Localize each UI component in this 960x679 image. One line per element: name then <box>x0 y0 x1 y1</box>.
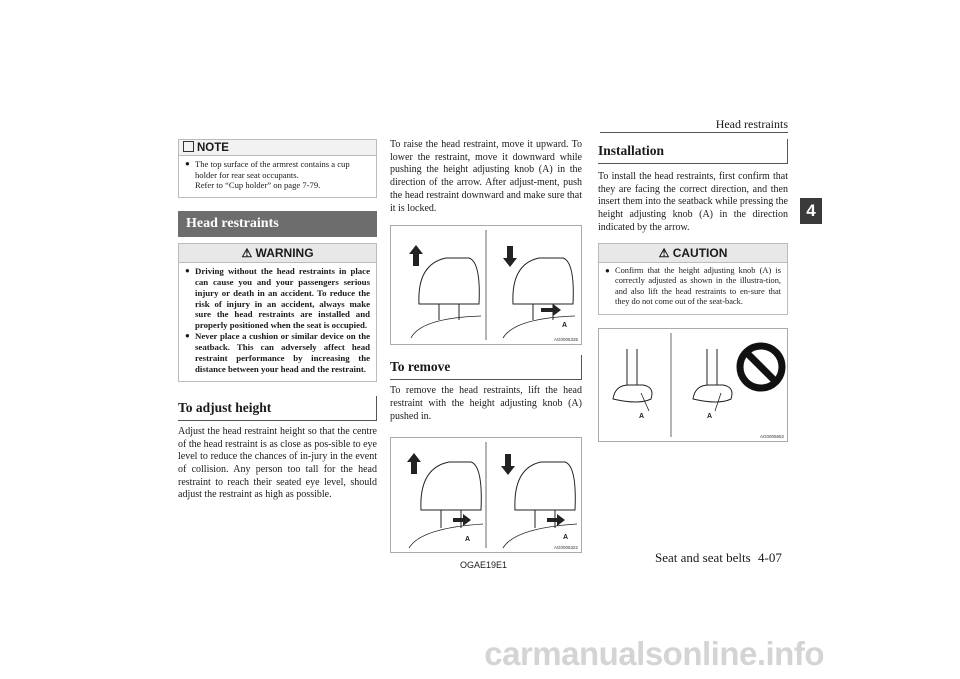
column-2 <box>390 139 582 553</box>
figure-installation <box>598 328 788 442</box>
paragraph-raise-lower: To raise the head restraint, move it upward. To lower the restraint, move it downward while pushing the height adjusting knob (A) in the direction of the arrow. After adjust-ment, push the head restraint downward and make sure that it is locked. <box>390 139 582 214</box>
warning-item: ● Driving without the head restraints in place can cause you and your passengers serious injury or death in an accident. To reduce the risk of injury in an accident, always make sure the head restraints are installed and properly positioned when the seat is occupied. <box>185 265 370 331</box>
figure-label-right: A <box>563 534 569 542</box>
chapter-tab: 4 <box>800 198 822 224</box>
head-restraint-remove-illustration <box>391 438 581 552</box>
warning-triangle-icon: ⚠ <box>241 245 253 260</box>
note-item: ● The top surface of the armrest contains a cup holder for rear seat occupants. Refer to “Cup holder” on page 7-79. <box>185 159 350 191</box>
figure-remove <box>390 437 582 553</box>
note-title: NOTE <box>179 140 376 156</box>
footer-code: OGAE19E1 <box>460 560 508 570</box>
page-number: 4-07 <box>758 550 782 565</box>
prohibited-icon <box>740 346 782 388</box>
column-1 <box>178 139 377 502</box>
subsection-title-remove: To remove <box>390 355 582 380</box>
figure-label: A <box>562 322 568 330</box>
paragraph-installation: To install the head restraints, first confirm that they are facing the correct direction, and then insert them into the seatback while pressing the height adjusting knob (A) in the direction indicated by the arrow. <box>598 171 788 233</box>
figure-code: AG0005335 <box>553 337 578 343</box>
column-3 <box>598 139 788 442</box>
warning-item: ● Never place a cushion or similar device on the seatback. This can adversely affect head restraint performance by increasing the distance between your head and the restraint. <box>185 331 370 374</box>
bullet-icon: ● <box>185 159 190 168</box>
caution-item: ● Confirm that the height adjusting knob (A) is correctly adjusted as shown in the illustra-tion, and also lift the head restraints to en-sure that they do not come out of the seat-back. <box>605 265 781 307</box>
caution-title: ⚠ CAUTION <box>599 244 787 263</box>
subsection-title-installation: Installation <box>598 139 788 164</box>
bullet-icon: ● <box>605 265 610 275</box>
caution-box <box>598 243 788 315</box>
head-restraint-adjust-illustration <box>391 226 581 344</box>
knob-position-illustration <box>599 329 787 441</box>
note-box <box>178 139 377 198</box>
warning-title: ⚠ WARNING <box>179 244 376 263</box>
figure-adjust <box>390 225 582 345</box>
bullet-icon: ● <box>185 265 190 275</box>
warning-box <box>178 243 377 382</box>
figure-label-left: A <box>639 412 645 420</box>
running-header: Head restraints <box>715 117 788 131</box>
figure-label-right: A <box>707 412 713 420</box>
figure-label-left: A <box>465 536 471 544</box>
paragraph-adjust-height: Adjust the head restraint height so that the centre of the head restraint is as close as pos-sible to eye level to reduce the chances of in-jury in the event of collision. Any person too tall for the head restraint to reach their seated eye level, should adjust the restraint as high as possible. <box>178 425 377 501</box>
subsection-title-adjust-height: To adjust height <box>178 396 377 421</box>
figure-code: AG0005652 <box>759 433 784 439</box>
caution-triangle-icon: ⚠ <box>658 245 670 260</box>
header-rule <box>600 132 788 133</box>
footer-section: Seat and seat belts <box>655 550 751 565</box>
bullet-icon: ● <box>185 331 190 341</box>
figure-code: AG0005322 <box>553 545 578 551</box>
paragraph-remove: To remove the head restraints, lift the head restraint with the height adjusting knob (A) pushed in. <box>390 385 582 422</box>
watermark: carmanualsonline.info <box>484 635 824 672</box>
note-icon <box>183 141 194 152</box>
section-title-head-restraints: Head restraints <box>178 211 377 237</box>
